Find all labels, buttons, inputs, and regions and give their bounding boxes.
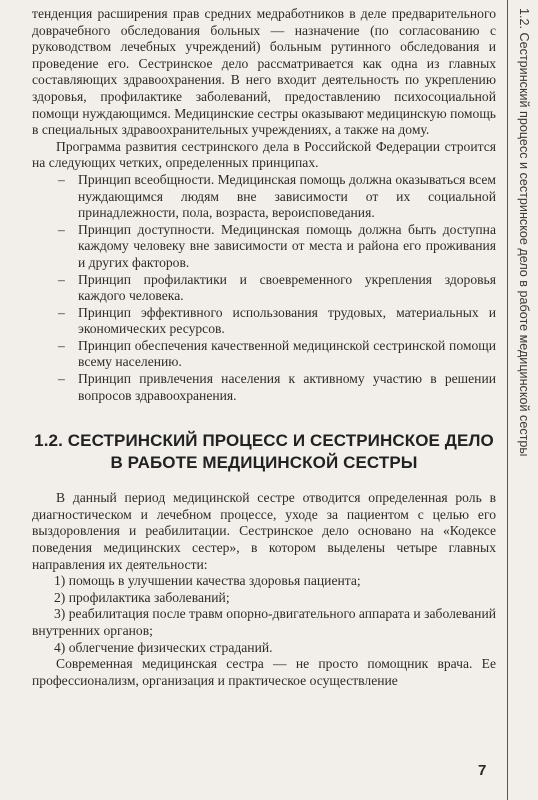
principle-item: – Принцип профилактики и своевременного укрепления здоровья каждого человека. <box>58 271 496 304</box>
section-paragraph: В данный период медицинской сестре отводится определенная роль в диагностическом и лечебном процессе, уходе за пациентом с целью его выздоровления и реабилитации. Сестринское дело основано на «Кодексе поведения медицинских сестер», в котором выделены четыре главных направления их деятельности: <box>32 490 496 572</box>
direction-item: 1) помощь в улучшении качества здоровья пациента; <box>54 573 361 589</box>
principle-item: – Принцип доступности. Медицинская помощь должна быть доступна каждому человеку вне зависимости от места и района его проживания и других факторов. <box>58 221 496 270</box>
section-heading-line: В РАБОТЕ МЕДИЦИНСКОЙ СЕСТРЫ <box>110 453 418 473</box>
program-paragraph: Программа развития сестринского дела в Российской Федерации строится на следующих четких, определенных принципах. <box>32 138 496 171</box>
section-heading-line: 1.2. СЕСТРИНСКИЙ ПРОЦЕСС И СЕСТРИНСКОЕ ДЕЛО <box>34 431 494 451</box>
principle-item: – Принцип эффективного использования трудовых, материальных и экономических ресурсов. <box>58 304 496 337</box>
page-body <box>32 6 496 689</box>
principle-item: – Принцип привлечения населения к активному участию в решении вопросов здравоохранения. <box>58 371 496 403</box>
closing-paragraph: Современная медицинская сестра — не просто помощник врача. Ее профессионализм, организация и практическое осуществление <box>32 656 496 688</box>
direction-item: 3) реабилитация после травм опорно-двигательного аппарата и заболеваний внутренних органов; <box>32 606 496 638</box>
principle-item: – Принцип всеобщности. Медицинская помощь должна оказываться всем нуждающимся людям вне зависимости от их социальной принадлежности, пола, возраста, вероисповедания. <box>58 171 496 221</box>
page-number: 7 <box>478 762 487 779</box>
principle-item: – Принцип обеспечения качественной медицинской сестринской помощи всему населению. <box>58 337 496 370</box>
directions-list <box>32 573 496 656</box>
running-head: 1.2. Сестринский процесс и сестринское дело в работе медицинской сестры <box>517 8 531 457</box>
direction-item: 4) облегчение физических страданий. <box>54 639 273 655</box>
section-heading <box>32 430 496 474</box>
opening-paragraph: тенденция расширения прав средних медработников в деле предварительного доврачебного обследования больных — назначение (по согласованию с руководством лечебных учреждений) больным рутинного обследования и проведение его. Сестринское дело рассматривается как одна из главных составляющих здравоохранения. В него входит деятельность по укреплению здоровья, профилактике заболеваний, предоставлению психосоциальной помощи нуждающимся. Медицинские сестры оказывают медицинскую помощь в специальных здравоохранительных учреждениях, а также на дому. <box>32 6 496 138</box>
direction-item: 2) профилактика заболеваний; <box>54 589 230 605</box>
principles-list <box>32 172 496 404</box>
